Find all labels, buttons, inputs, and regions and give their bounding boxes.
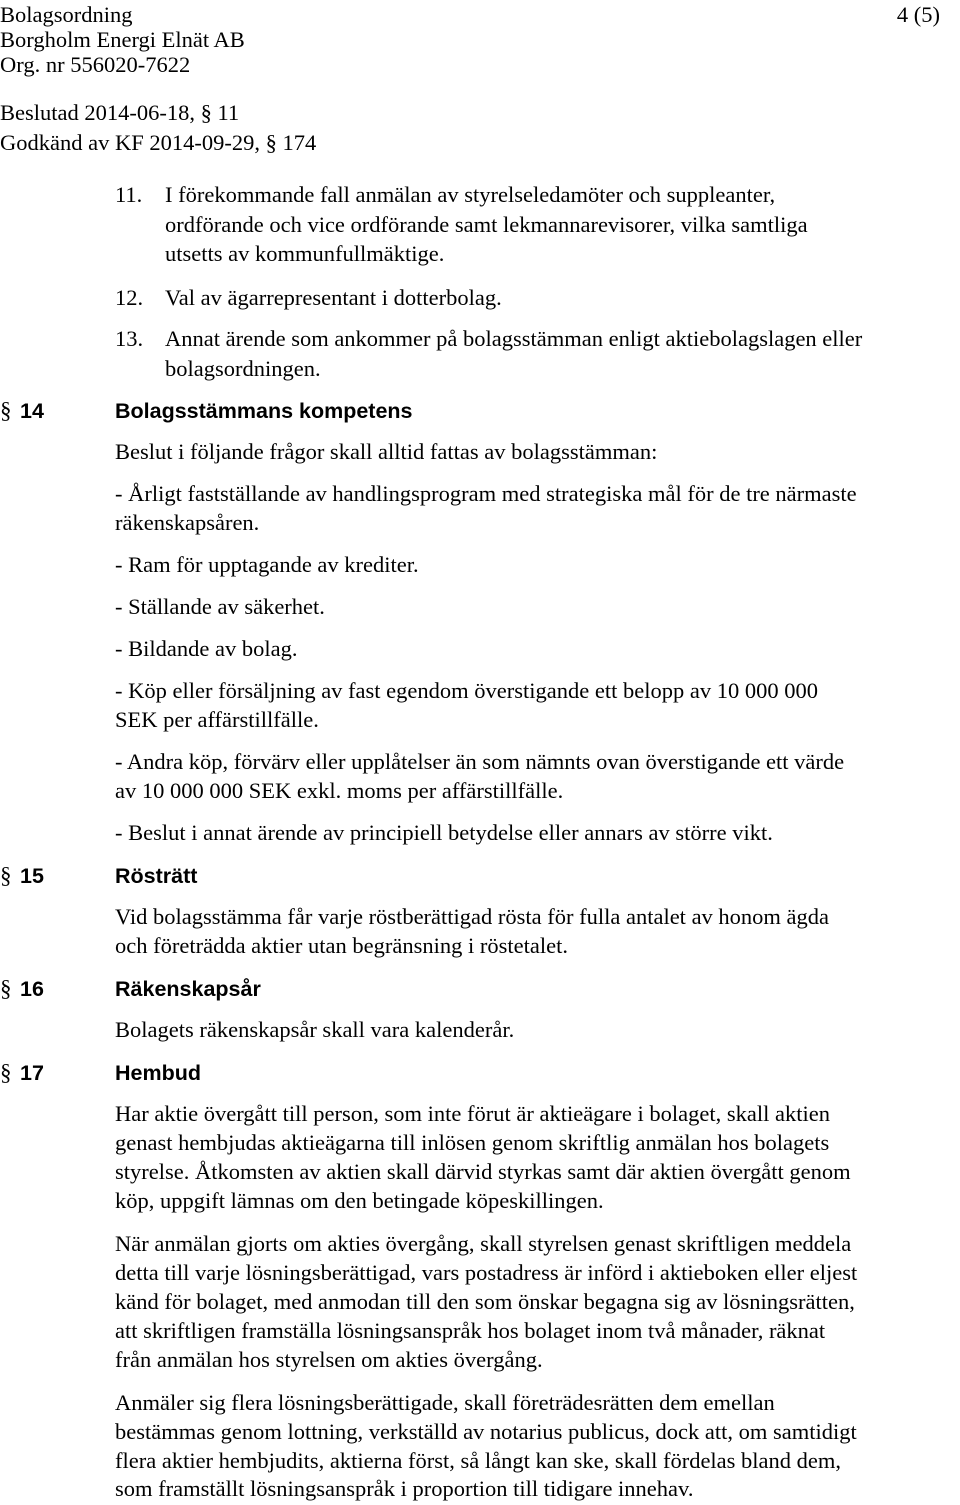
competence-item: - Ram för upptagande av krediter. bbox=[115, 552, 419, 577]
section-number: 15 bbox=[20, 864, 44, 888]
list-item-line: Annat ärende som ankommer på bolagsstämman enligt aktiebolagslagen eller bbox=[165, 326, 863, 351]
section-symbol: § bbox=[0, 976, 12, 1001]
section-symbol: § bbox=[0, 863, 12, 888]
paragraph-line: När anmälan gjorts om akties övergång, skall styrelsen genast skriftligen meddela bbox=[115, 1231, 852, 1256]
paragraph-line: som framställt lösningsanspråk i proportion till tidigare innehav. bbox=[115, 1476, 694, 1501]
section-text: och företrädda aktier utan begränsning i röstetalet. bbox=[115, 933, 568, 958]
paragraph-line: styrelse. Åtkomsten av aktien skall därvid styrkas samt där aktien övergått genom bbox=[115, 1159, 851, 1184]
list-item-line: utsetts av kommunfullmäktige. bbox=[165, 241, 445, 266]
list-item-number: 12. bbox=[115, 285, 144, 310]
section-heading-16 bbox=[0, 974, 261, 1005]
competence-item: - Ställande av säkerhet. bbox=[115, 594, 325, 619]
paragraph-line: köp, uppgift lämnas om den betingade köpeskillingen. bbox=[115, 1188, 604, 1213]
company-name: Borgholm Energi Elnät AB bbox=[0, 27, 245, 52]
section-title: Räkenskapsår bbox=[115, 977, 261, 1001]
paragraph-line: känd för bolaget, med anmodan till den som önskar begagna sig av lösningsrätten, bbox=[115, 1289, 855, 1314]
paragraph-line: genast hembjudas aktieägarna till inlösen genom skriftlig anmälan hos bolagets bbox=[115, 1130, 830, 1155]
list-item-line: Val av ägarrepresentant i dotterbolag. bbox=[165, 285, 502, 310]
paragraph-line: från anmälan hos styrelsen om akties övergång. bbox=[115, 1347, 543, 1372]
section-heading-17 bbox=[0, 1058, 201, 1089]
section-title: Rösträtt bbox=[115, 864, 198, 888]
paragraph-line: bestämmas genom lottning, verkställd av notarius publicus, dock att, om samtidigt bbox=[115, 1419, 857, 1444]
section-number: 14 bbox=[20, 399, 44, 423]
competence-item: räkenskapsåren. bbox=[115, 510, 260, 535]
list-item-number: 11. bbox=[115, 182, 143, 207]
list-item-number: 13. bbox=[115, 326, 144, 351]
competence-item: av 10 000 000 SEK exkl. moms per affärstillfälle. bbox=[115, 778, 564, 803]
competence-item: - Bildande av bolag. bbox=[115, 636, 298, 661]
paragraph-line: flera aktier hembjudits, aktierna först, så långt kan ske, skall fördelas bland dem, bbox=[115, 1448, 842, 1473]
section-title: Hembud bbox=[115, 1061, 201, 1085]
list-item-line: bolagsordningen. bbox=[165, 356, 321, 381]
decided-line: Beslutad 2014-06-18, § 11 bbox=[0, 100, 240, 125]
org-number: Org. nr 556020-7622 bbox=[0, 52, 191, 77]
section-heading-14 bbox=[0, 396, 413, 427]
paragraph-line: detta till varje lösningsberättigad, vars postadress är införd i aktieboken eller eljest bbox=[115, 1260, 858, 1285]
competence-item: - Andra köp, förvärv eller upplåtelser än som nämnts ovan överstigande ett värde bbox=[115, 749, 845, 774]
doc-title: Bolagsordning bbox=[0, 2, 133, 27]
approved-line: Godkänd av KF 2014-09-29, § 174 bbox=[0, 130, 317, 155]
competence-item: - Årligt fastställande av handlingsprogram med strategiska mål för de tre närmaste bbox=[115, 481, 857, 506]
section-heading-15 bbox=[0, 861, 197, 892]
list-item-line: ordförande och vice ordförande samt lekmannarevisorer, vilka samtliga bbox=[165, 212, 808, 237]
section-number: 16 bbox=[20, 977, 44, 1001]
section-text: Vid bolagsstämma får varje röstberättigad rösta för fulla antalet av honom ägda bbox=[115, 904, 830, 929]
section-intro: Beslut i följande frågor skall alltid fattas av bolagsstämman: bbox=[115, 439, 658, 464]
section-text: Bolagets räkenskapsår skall vara kalenderår. bbox=[115, 1017, 515, 1042]
section-symbol: § bbox=[0, 1060, 12, 1085]
competence-item: - Beslut i annat ärende av principiell betydelse eller annars av större vikt. bbox=[115, 820, 773, 845]
paragraph-line: att skriftligen framställa lösningsanspråk hos bolaget inom två månader, räknat bbox=[115, 1318, 826, 1343]
section-symbol: § bbox=[0, 398, 12, 423]
competence-item: - Köp eller försäljning av fast egendom överstigande ett belopp av 10 000 000 bbox=[115, 678, 818, 703]
page-number: 4 (5) bbox=[896, 2, 940, 27]
competence-item: SEK per affärstillfälle. bbox=[115, 707, 319, 732]
paragraph-line: Har aktie övergått till person, som inte förut är aktieägare i bolaget, skall aktien bbox=[115, 1101, 830, 1126]
section-title: Bolagsstämmans kompetens bbox=[115, 399, 413, 423]
section-number: 17 bbox=[20, 1061, 44, 1085]
list-item-line: I förekommande fall anmälan av styrelseledamöter och suppleanter, bbox=[165, 182, 776, 207]
paragraph-line: Anmäler sig flera lösningsberättigade, skall företrädesrätten dem emellan bbox=[115, 1390, 775, 1415]
